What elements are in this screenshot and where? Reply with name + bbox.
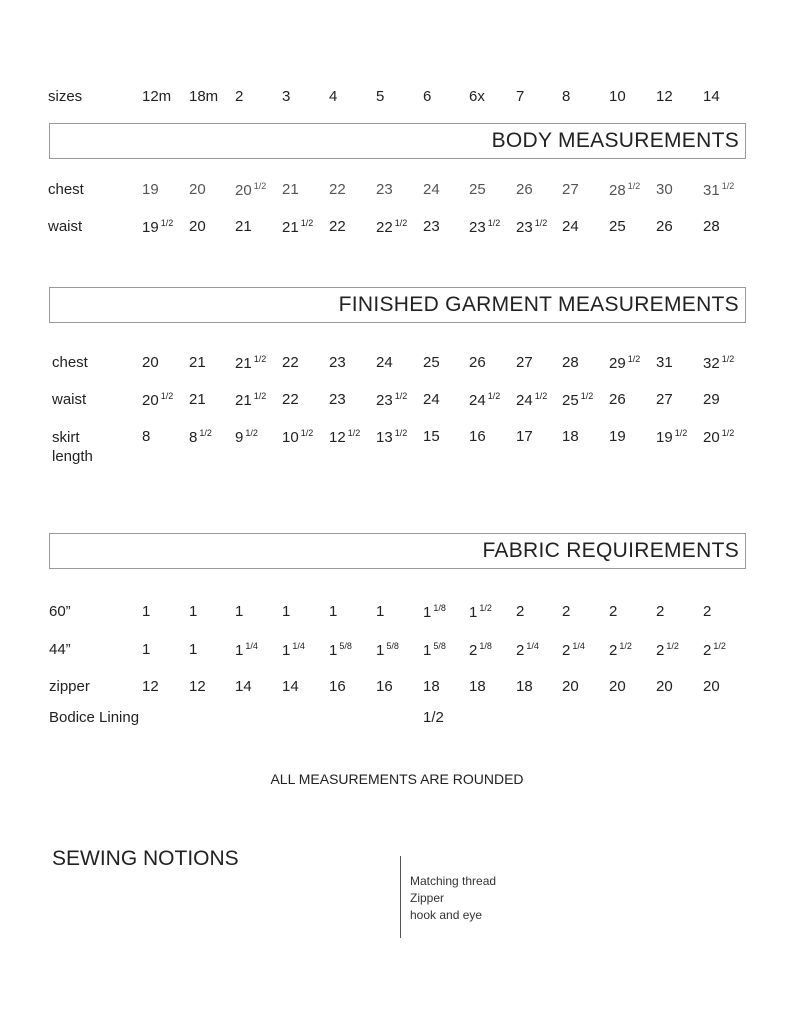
value-cell: 13 $^{1/2}$ — [376, 428, 408, 446]
value-cell: 1 — [329, 603, 338, 620]
value-cell: 1 — [142, 603, 151, 620]
value-cell: 12m — [142, 88, 172, 105]
value-cell: 2 — [609, 603, 618, 620]
value-cell: 21 — [282, 181, 299, 198]
value-cell: 2 — [235, 88, 244, 105]
value-cell: 20 — [703, 678, 720, 695]
value-cell: 20 $^{1/2}$ — [703, 428, 735, 446]
garment-chest-label: chest — [52, 354, 88, 371]
value-cell: 1 $^{5/8}$ — [376, 641, 399, 659]
value-cell: 2 — [703, 603, 712, 620]
fabric-requirements-banner — [49, 533, 746, 569]
value-cell: 1 $^{5/8}$ — [329, 641, 352, 659]
notion-item: hook and eye — [410, 908, 483, 922]
value-cell: 20 — [189, 218, 206, 235]
value-cell: 18 — [469, 678, 486, 695]
value-cell: 4 — [329, 88, 338, 105]
value-cell: 2 — [656, 603, 665, 620]
value-cell: 1 $^{5/8}$ — [423, 641, 446, 659]
value-cell: 8 — [562, 88, 571, 105]
value-cell: 18 — [423, 678, 440, 695]
value-cell: 24 — [423, 391, 440, 408]
value-cell: 31 — [656, 354, 673, 371]
fabric-requirements-title: FABRIC REQUIREMENTS — [482, 539, 739, 562]
value-cell: 20 — [609, 678, 626, 695]
value-cell: 24 — [423, 181, 440, 198]
value-cell: 21 $^{1/2}$ — [235, 391, 267, 409]
finished-garment-banner — [49, 287, 746, 323]
value-cell: 3 — [282, 88, 291, 105]
value-cell: 22 — [282, 354, 299, 371]
garment-skirt-length-label: skirt length — [52, 429, 93, 465]
body-measurements-title: BODY MEASUREMENTS — [491, 129, 739, 152]
notions-divider — [400, 856, 401, 938]
value-cell: 2 $^{1/4}$ — [562, 641, 585, 659]
value-cell: 29 $^{1/2}$ — [609, 354, 641, 372]
body-chest-label: chest — [48, 181, 84, 198]
value-cell: 2 $^{1/8}$ — [469, 641, 492, 659]
value-cell: 14 — [703, 88, 720, 105]
value-cell: 20 $^{1/2}$ — [142, 391, 174, 409]
value-cell: 24 $^{1/2}$ — [469, 391, 501, 409]
rounding-note: ALL MEASUREMENTS ARE ROUNDED — [270, 771, 524, 787]
value-cell: 32 $^{1/2}$ — [703, 354, 735, 372]
value-cell: 2 — [562, 603, 571, 620]
value-cell: 2 $^{1/2}$ — [609, 641, 632, 659]
value-cell: 12 $^{1/2}$ — [329, 428, 361, 446]
value-cell: 22 — [329, 218, 346, 235]
value-cell: 21 — [189, 354, 206, 371]
value-cell: 1 $^{1/4}$ — [282, 641, 305, 659]
value-cell: 1 $^{1/8}$ — [423, 603, 446, 621]
fabric-zipper-row — [0, 678, 794, 702]
garment-chest-row — [0, 354, 794, 378]
sizes-label: sizes — [48, 88, 83, 105]
value-cell: 22 $^{1/2}$ — [376, 218, 408, 236]
value-cell: 29 — [703, 391, 720, 408]
sewing-notions-list — [410, 873, 496, 924]
value-cell: 27 — [656, 391, 673, 408]
value-cell: 16 — [376, 678, 393, 695]
value-cell: 16 — [329, 678, 346, 695]
value-cell: 2 $^{1/2}$ — [656, 641, 679, 659]
value-cell: 20 — [142, 354, 159, 371]
value-cell: 28 — [703, 218, 720, 235]
value-cell: 6 — [423, 88, 432, 105]
value-cell: 25 — [609, 218, 626, 235]
value-cell: 28 — [562, 354, 579, 371]
value-cell: 25 — [423, 354, 440, 371]
value-cell: 15 — [423, 428, 440, 445]
body-chest-row — [0, 181, 794, 205]
value-cell: 2 — [516, 603, 525, 620]
value-cell: 20 — [189, 181, 206, 198]
value-cell: 22 — [329, 181, 346, 198]
value-cell: 21 $^{1/2}$ — [235, 354, 267, 372]
value-cell: 26 — [656, 218, 673, 235]
value-cell: 20 — [656, 678, 673, 695]
value-cell: 23 $^{1/2}$ — [469, 218, 501, 236]
fabric-60-row — [0, 603, 794, 627]
value-cell: 25 — [469, 181, 486, 198]
garment-waist-label: waist — [52, 391, 87, 408]
value-cell: 24 — [376, 354, 393, 371]
fabric-bodice-lining-row — [0, 709, 794, 733]
value-cell: 27 — [516, 354, 533, 371]
fabric-44-label: 44” — [49, 641, 71, 658]
value-cell: 23 — [376, 181, 393, 198]
notion-item: Zipper — [410, 891, 445, 905]
sizes-row — [0, 88, 794, 112]
value-cell: 28 $^{1/2}$ — [609, 181, 641, 199]
value-cell: 23 — [423, 218, 440, 235]
value-cell: 1 — [142, 641, 151, 658]
value-cell: 30 — [656, 181, 673, 198]
value-cell: 22 — [282, 391, 299, 408]
value-cell: 8 $^{1/2}$ — [189, 428, 212, 446]
fabric-44-row — [0, 641, 794, 665]
body-waist-label: waist — [48, 218, 83, 235]
value-cell: 16 — [469, 428, 486, 445]
value-cell: 31 $^{1/2}$ — [703, 181, 735, 199]
fabric-zipper-label: zipper — [49, 678, 90, 695]
value-cell: 1 — [189, 641, 198, 658]
value-cell: 1 — [282, 603, 291, 620]
value-cell: 27 — [562, 181, 579, 198]
notion-item: Matching thread — [410, 874, 497, 888]
fabric-bodice-lining-label: Bodice Lining — [49, 709, 140, 726]
value-cell: 25 $^{1/2}$ — [562, 391, 594, 409]
garment-waist-row — [0, 391, 794, 415]
value-cell: 20 — [562, 678, 579, 695]
value-cell: 26 — [609, 391, 626, 408]
value-cell: 7 — [516, 88, 525, 105]
value-cell: 21 — [235, 218, 252, 235]
value-cell: 26 — [469, 354, 486, 371]
value-cell: 6x — [469, 88, 485, 105]
fabric-60-label: 60” — [49, 603, 71, 620]
value-cell: 1 — [189, 603, 198, 620]
value-cell: 19 $^{1/2}$ — [142, 218, 174, 236]
value-cell: 20 $^{1/2}$ — [235, 181, 267, 199]
garment-skirt-length-row — [0, 428, 794, 468]
value-cell: 18 — [562, 428, 579, 445]
value-cell: 12 — [142, 678, 159, 695]
value-cell: 17 — [516, 428, 533, 445]
value-cell: 18 — [516, 678, 533, 695]
value-cell: 5 — [376, 88, 385, 105]
value-cell: 12 — [656, 88, 673, 105]
body-waist-row — [0, 218, 794, 242]
value-cell: 14 — [235, 678, 252, 695]
value-cell: 9 $^{1/2}$ — [235, 428, 258, 446]
value-cell: 19 $^{1/2}$ — [656, 428, 688, 446]
value-cell: 12 — [189, 678, 206, 695]
sewing-notions-title: SEWING NOTIONS — [52, 847, 239, 870]
value-cell: 2 $^{1/2}$ — [703, 641, 726, 659]
body-measurements-banner — [49, 123, 746, 159]
value-cell: 1 $^{1/4}$ — [235, 641, 258, 659]
value-cell: 19 — [142, 181, 159, 198]
value-cell: 10 — [609, 88, 626, 105]
value-cell: 8 — [142, 428, 151, 445]
value-cell: 24 $^{1/2}$ — [516, 391, 548, 409]
value-cell: 23 $^{1/2}$ — [516, 218, 548, 236]
value-cell: 10 $^{1/2}$ — [282, 428, 314, 446]
value-cell: 14 — [282, 678, 299, 695]
value-cell: 21 — [189, 391, 206, 408]
value-cell: 23 — [329, 354, 346, 371]
value-cell: 26 — [516, 181, 533, 198]
value-cell: 1 — [235, 603, 244, 620]
value-cell: 23 — [329, 391, 346, 408]
value-cell: 2 $^{1/4}$ — [516, 641, 539, 659]
finished-garment-title: FINISHED GARMENT MEASUREMENTS — [338, 293, 739, 316]
value-cell: 23 $^{1/2}$ — [376, 391, 408, 409]
value-cell: 1 $^{1/2}$ — [469, 603, 492, 621]
value-cell: 1 — [376, 603, 385, 620]
value-cell: 24 — [562, 218, 579, 235]
value-cell: 18m — [189, 88, 219, 105]
value-cell: 1/2 — [423, 709, 444, 726]
value-cell: 19 — [609, 428, 626, 445]
value-cell: 21 $^{1/2}$ — [282, 218, 314, 236]
